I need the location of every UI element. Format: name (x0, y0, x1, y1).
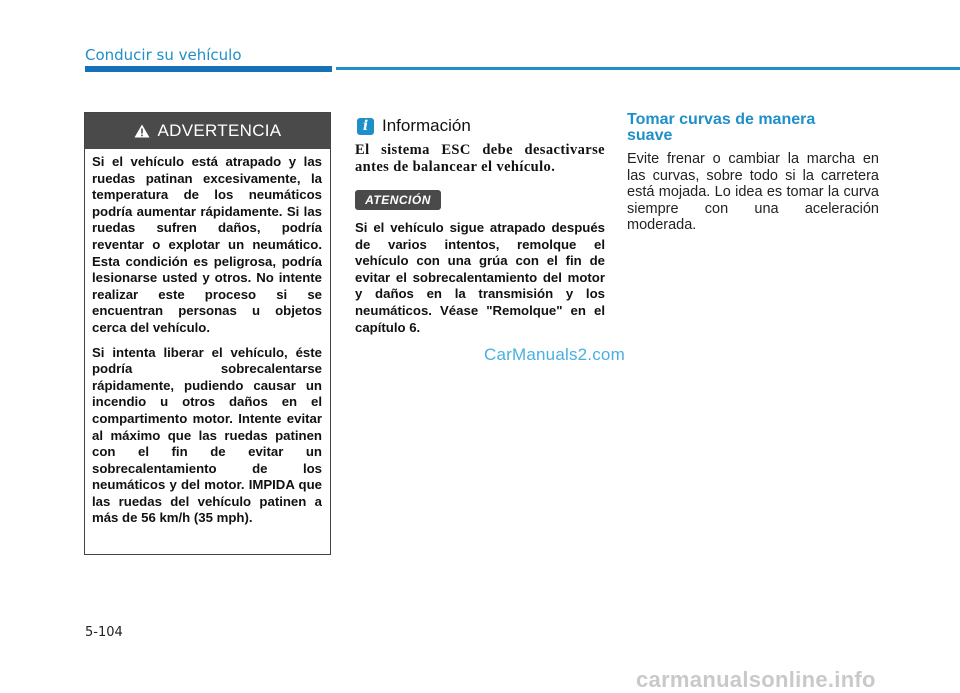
warning-paragraph-2: Si intenta liberar el vehículo, éste podría sobrecalentarse rápidamente, pudiendo causar un incendio u otros daños en el compartimento motor. Intente evitar al máximo que las ruedas patinen con el fin de evitar un sobrecalentamiento de los neumáticos y del motor. IMPIDA que las ruedas del vehículo patinen a más de 56 km/h (35 mph). (92, 344, 322, 526)
info-title: Información (382, 116, 471, 135)
info-text: El sistema ESC debe desactivarse antes de balancear el vehículo. (355, 142, 605, 175)
section-text-curves: Evite frenar o cambiar la marcha en las curvas, sobre todo si la carretera está mojada. Lo idea es tomar la curva siempre con una aceleración moderada. (627, 151, 879, 234)
warning-body (85, 149, 330, 527)
warning-box (84, 112, 331, 555)
header-bar-light (336, 67, 960, 70)
header-bar-dark (85, 66, 332, 72)
warning-triangle-icon (134, 124, 150, 138)
info-icon: i (357, 118, 374, 135)
caution-text: Si el vehículo sigue atrapado después de varios intentos, remolque el vehículo con una grúa con el fin de evitar el sobrecalentamiento del motor y daños en la transmisión y los neumáticos. Véase "Remolque" en el capítulo 6. (355, 220, 605, 335)
section-heading-curves: Tomar curvas de manera suave (627, 111, 816, 144)
page-number: 5-104 (85, 625, 123, 640)
caution-badge: ATENCIÓN (355, 190, 441, 210)
section-title: Conducir su vehículo (85, 46, 242, 64)
warning-paragraph-1: Si el vehículo está atrapado y las ruedas patinan excesivamente, la temperatura de los neumáticos podría aumentar rápidamente. Si las ruedas sufren daños, podría reventar o explotar un neumático. Esta condición es peligrosa, podría lesionarse usted y otros. No intente realizar este proceso si se encuentran personas u objetos cerca del vehículo. (92, 154, 322, 335)
warning-label: ADVERTENCIA (157, 121, 282, 140)
carmanuals-watermark: CarManuals2.com (484, 345, 625, 364)
site-watermark: carmanualsonline.info (636, 667, 876, 692)
info-heading (357, 116, 471, 136)
warning-header (85, 113, 330, 149)
